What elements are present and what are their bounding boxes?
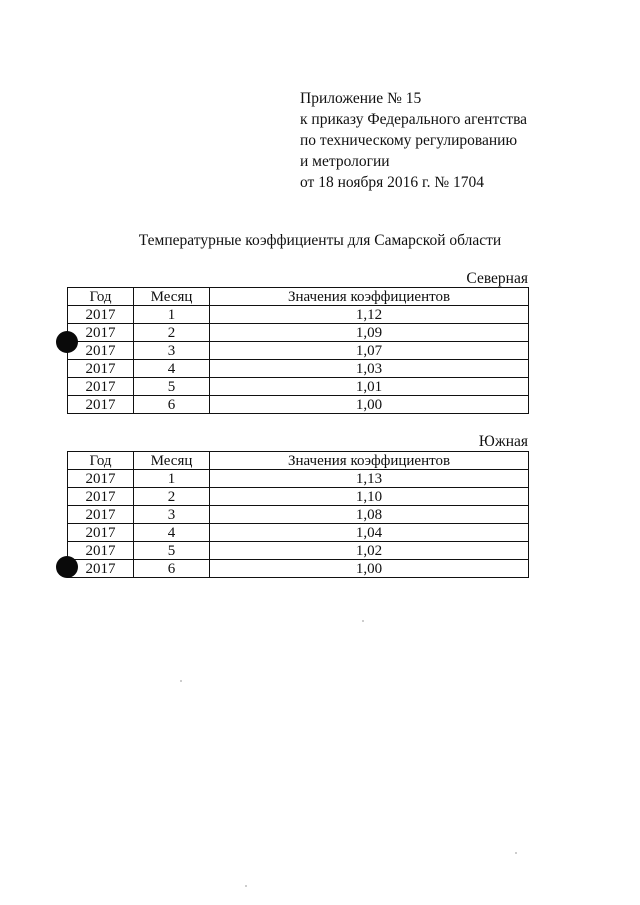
cell-year: 2017 [68,396,134,414]
scan-speck [245,885,247,887]
column-header-month: Месяц [134,452,210,470]
scan-speck [515,852,517,854]
cell-value: 1,12 [210,306,529,324]
cell-value: 1,01 [210,378,529,396]
region-label-south: Южная [478,433,528,450]
scan-speck [180,680,182,682]
table-row [68,470,529,488]
table-row [68,488,529,506]
cell-year: 2017 [68,378,134,396]
south-coefficients-table [67,451,529,578]
table-row [68,560,529,578]
table-header-row [68,288,529,306]
column-header-values: Значения коэффициентов [210,452,529,470]
appendix-agency-line: по техническому регулированию [300,132,518,149]
appendix-number: Приложение № 15 [300,90,422,107]
cell-year: 2017 [68,506,134,524]
cell-value: 1,03 [210,360,529,378]
north-coefficients-table [67,287,529,414]
cell-month: 5 [134,378,210,396]
cell-year: 2017 [68,542,134,560]
cell-month: 4 [134,524,210,542]
cell-month: 6 [134,560,210,578]
cell-value: 1,00 [210,560,529,578]
cell-month: 4 [134,360,210,378]
column-header-year: Год [68,288,134,306]
cell-month: 3 [134,342,210,360]
column-header-year: Год [68,452,134,470]
table-row [68,542,529,560]
cell-year: 2017 [68,360,134,378]
appendix-metrology-line: и метрологии [300,153,390,170]
cell-value: 1,02 [210,542,529,560]
cell-month: 2 [134,324,210,342]
table-row [68,396,529,414]
scan-speck [362,620,364,622]
cell-year: 2017 [68,306,134,324]
column-header-month: Месяц [134,288,210,306]
cell-month: 3 [134,506,210,524]
cell-year: 2017 [68,488,134,506]
table-row [68,342,529,360]
table-row [68,378,529,396]
cell-year: 2017 [68,342,134,360]
appendix-date-line: от 18 ноября 2016 г. № 1704 [300,174,484,191]
cell-year: 2017 [68,560,134,578]
table-header-row [68,452,529,470]
south-table-body [68,470,529,578]
cell-value: 1,04 [210,524,529,542]
cell-value: 1,13 [210,470,529,488]
north-table-body [68,306,529,414]
document-title: Температурные коэффициенты для Самарской области [138,232,502,249]
table-row [68,524,529,542]
table-row [68,506,529,524]
cell-year: 2017 [68,324,134,342]
cell-year: 2017 [68,524,134,542]
punch-hole-bottom [56,556,78,578]
cell-year: 2017 [68,470,134,488]
table-row [68,306,529,324]
table-row [68,324,529,342]
cell-value: 1,00 [210,396,529,414]
punch-hole-top [56,331,78,353]
cell-month: 6 [134,396,210,414]
cell-value: 1,07 [210,342,529,360]
cell-month: 1 [134,470,210,488]
column-header-values: Значения коэффициентов [210,288,529,306]
region-label-north: Северная [466,270,528,287]
appendix-order-line: к приказу Федерального агентства [300,111,528,128]
cell-value: 1,09 [210,324,529,342]
cell-month: 1 [134,306,210,324]
cell-month: 5 [134,542,210,560]
table-row [68,360,529,378]
cell-value: 1,10 [210,488,529,506]
cell-value: 1,08 [210,506,529,524]
cell-month: 2 [134,488,210,506]
appendix-header [300,88,527,193]
